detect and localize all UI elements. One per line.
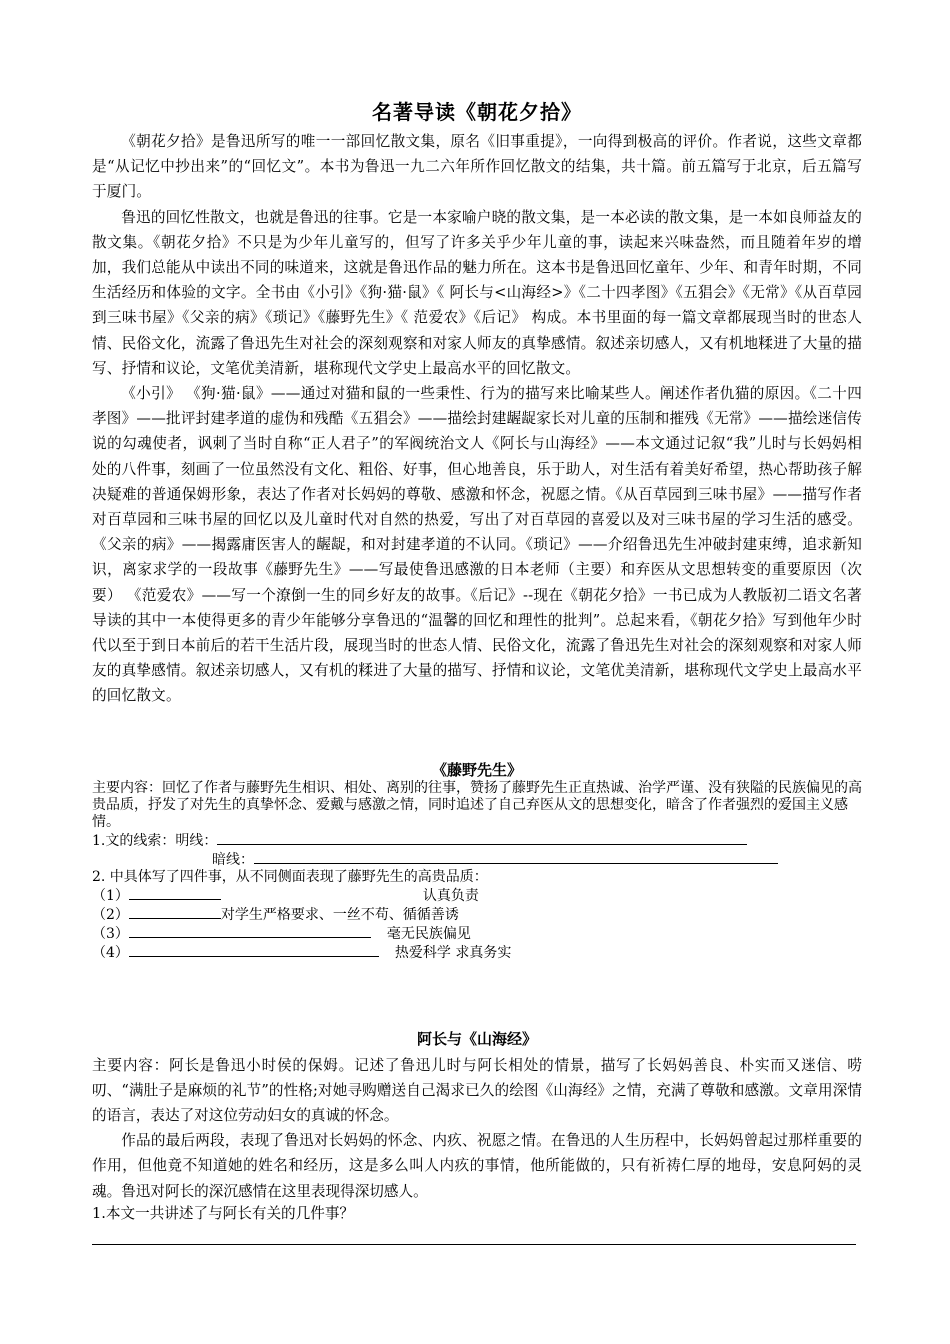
answer-blank-main-clue[interactable] <box>217 831 747 845</box>
item-number: （2） <box>92 906 129 923</box>
intro-paragraph-2: 鲁迅的回忆性散文，也就是鲁迅的往事。它是一本家喻户晓的散文集，是一本必读的散文集，是一本如良师益友的散文集。《朝花夕拾》不只是为少年儿童写的，但写了许多关乎少年儿童的事，读起来兴味盎然，而且随着年岁的增加，我们总能从中读出不同的味道来，这就是鲁迅作品的魅力所在。这本书是鲁迅回忆童年、少年、和青年时期，不同生活经历和体验的文字。全书由《小引》《狗·猫·鼠》《 阿长与<山海经>》《二十四孝图》《五猖会》《无常》《从百草园到三味书屋》《父亲的病》《琐记》《藤野先生》《 范爱农》《后记》 构成。本书里面的每一篇文章都展现当时的世态人情、民俗文化，流露了鲁迅先生对社会的深刻观察和对家人师友的真挚感情。叙述亲切感人，又有机地糅进了大量的描写、抒情和议论，文笔优美清新，堪称现代文学史上最高水平的回忆散文。 <box>92 208 862 377</box>
answer-blank-item-3[interactable] <box>129 924 371 938</box>
spacer <box>92 1224 862 1244</box>
fujino-question-1 <box>92 831 862 850</box>
answer-blank-item-2[interactable] <box>129 905 221 919</box>
item-text: 对学生严格要求、一丝不苟、循循善诱 <box>220 906 459 923</box>
intro-paragraph-3: 《小引》 《狗·猫·鼠》——通过对猫和鼠的一些秉性、行为的描写来比喻某些人。阐述作者仇猫的原因。《二十四孝图》——批评封建孝道的虚伪和残酷《五猖会》——描绘封建龌龊家长对儿童的压制和摧残《无常》——描绘迷信传说的勾魂使者，讽刺了当时自称“正人君子”的军阀统治文人《阿长与山海经》——本文通过记叙“我”儿时与长妈妈相处的八件事，刻画了一位虽然没有文化、粗俗、好事，但心地善良，乐于助人，对生活有着美好希望，热心帮助孩子解决疑难的普通保姆形象，表达了作者对长妈妈的尊敬、感激和怀念，祝愿之情。《从百草园到三味书屋》——描写作者对百草园和三味书屋的回忆以及儿童时代对自然的热爱，写出了对百草园的喜爱以及对三味书屋的学习生活的感受。《父亲的病》——揭露庸医害人的龌龊，和对封建孝道的不认同。《琐记》——介绍鲁迅先生冲破封建束缚，追求新知识，离家求学的一段故事《藤野先生》——写最使鲁迅感激的日本老师（主要）和弃医从文思想转变的重要原因（次要） 《范爱农》——写一个潦倒一生的同乡好友的故事。《后记》--现在《朝花夕拾》一书已成为人教版初二语文名著导读的其中一本使得更多的青少年能够分享鲁迅的“温馨的回忆和理性的批判”。总起来看，《朝花夕拾》写到他年少时代以至于到日本前后的若干生活片段，展现当时的世态人情、民俗文化，流露了鲁迅先生对社会的深刻观察和对家人师友的真挚感情。叙述亲切感人，又有机的糅进了大量的描写、抒情和议论，文笔优美清新，堪称现代文学史上最高水平的回忆散文。 <box>92 385 862 705</box>
answer-line[interactable] <box>92 1244 856 1245</box>
spacer <box>92 962 862 1028</box>
fujino-item-4 <box>92 943 862 962</box>
answer-blank-item-1[interactable] <box>129 886 221 900</box>
fujino-item-1 <box>92 886 862 905</box>
section-title-fujino: 《藤野先生》 <box>431 760 522 779</box>
page-title: 名著导读《朝花夕拾》 <box>372 100 582 124</box>
question-1-label: 1.文的线索：明线： <box>92 832 218 849</box>
achang-question-1: 1.本文一共讲述了与阿长有关的几件事？ <box>92 1204 355 1222</box>
achang-paragraph-2: 作品的最后两段，表现了鲁迅对长妈妈的怀念、内疚、祝愿之情。在鲁迅的人生历程中，长妈妈曾起过那样重要的作用，但他竟不知道她的姓名和经历，这是多么叫人内疚的事情，他所能做的，只有祈祷仁厚的地母，安息阿妈的灵魂。鲁迅对阿长的深沉感情在这里表现得深切感人。 <box>92 1132 862 1200</box>
fujino-question-1b <box>92 850 862 869</box>
item-number: （4） <box>92 944 129 961</box>
item-text: 认真负责 <box>422 887 479 904</box>
fujino-item-2 <box>92 905 862 924</box>
fujino-question-2: 2. 中具体写了四件事，从不同侧面表现了藤野先生的高贵品质： <box>92 868 488 885</box>
intro-paragraph-1: 《朝花夕拾》是鲁迅所写的唯一一部回忆散文集，原名《旧事重提》，一向得到极高的评价。作者说，这些文章都是“从记忆中抄出来”的“回忆文”。本书为鲁迅一九二六年所作回忆散文的结集，共十篇。前五篇写于北京，后五篇写于厦门。 <box>92 133 862 201</box>
item-text: 毫无民族偏见 <box>386 925 471 942</box>
question-1b-label: 暗线： <box>212 851 254 868</box>
document-page <box>92 96 862 1245</box>
achang-summary: 主要内容：阿长是鲁迅小时侯的保姆。记述了鲁迅儿时与阿长相处的情景，描写了长妈妈善良、朴实而又迷信、唠叨、“满肚子是麻烦的礼节”的性格;对她寻购赠送自己渴求已久的绘图《山海经》之情，充满了尊敬和感激。文章用深情的语言，表达了对这位劳动妇女的真诚的怀念。 <box>92 1056 862 1125</box>
spacer <box>92 709 862 759</box>
fujino-item-3 <box>92 924 862 943</box>
item-text: 热爱科学 求真务实 <box>394 944 512 961</box>
answer-blank-hidden-clue[interactable] <box>254 850 778 864</box>
section-title-achang: 阿长与《山海经》 <box>416 1029 537 1048</box>
answer-blank-item-4[interactable] <box>129 943 379 957</box>
item-number: （1） <box>92 887 129 904</box>
fujino-summary: 主要内容：回忆了作者与藤野先生相识、相处、离别的往事，赞扬了藤野先生正直热诚、治学严谨、没有狭隘的民族偏见的高贵品质，抒发了对先生的真挚怀念、爱戴与感激之情，同时追述了自己弃医从文的思想变化，暗含了作者强烈的爱国主义感情。 <box>92 779 862 830</box>
item-number: （3） <box>92 925 129 942</box>
